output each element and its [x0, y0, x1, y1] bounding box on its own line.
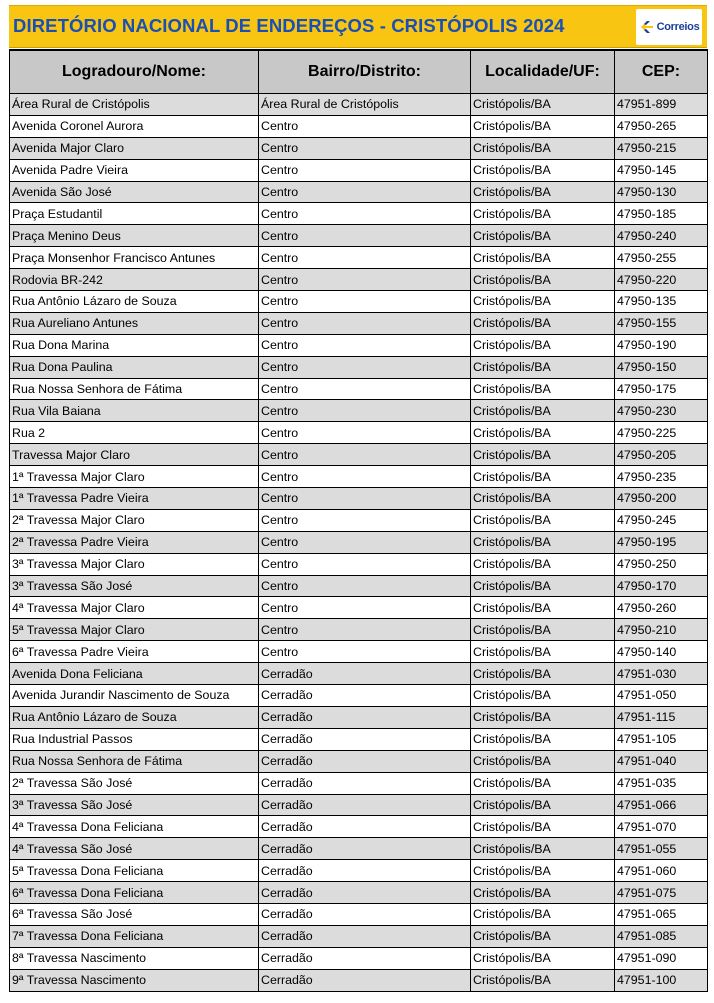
table-row [10, 706, 708, 728]
logradouro-cell: Travessa Major Claro [10, 444, 259, 466]
table-row [10, 553, 708, 575]
localidade-cell: Cristópolis/BA [471, 466, 615, 488]
logradouro-cell: Praça Monsenhor Francisco Antunes [10, 247, 259, 269]
logradouro-cell: Praça Estudantil [10, 203, 259, 225]
localidade-cell: Cristópolis/BA [471, 137, 615, 159]
localidade-cell: Cristópolis/BA [471, 181, 615, 203]
logradouro-cell: 1ª Travessa Padre Vieira [10, 488, 259, 510]
table-row [10, 115, 708, 137]
bairro-cell: Cerradão [259, 706, 471, 728]
column-header-localidade: Localidade/UF: [471, 50, 615, 94]
localidade-cell: Cristópolis/BA [471, 444, 615, 466]
table-row [10, 663, 708, 685]
bairro-cell: Centro [259, 466, 471, 488]
bairro-cell: Centro [259, 531, 471, 553]
bairro-cell: Centro [259, 378, 471, 400]
logradouro-cell: Rua Industrial Passos [10, 728, 259, 750]
bairro-cell: Centro [259, 115, 471, 137]
localidade-cell: Cristópolis/BA [471, 378, 615, 400]
cep-cell: 47950-235 [615, 466, 708, 488]
cep-cell: 47950-190 [615, 334, 708, 356]
logradouro-cell: 9ª Travessa Nascimento [10, 969, 259, 991]
bairro-cell: Centro [259, 553, 471, 575]
cep-cell: 47950-135 [615, 291, 708, 313]
localidade-cell: Cristópolis/BA [471, 685, 615, 707]
cep-cell: 47950-145 [615, 159, 708, 181]
localidade-cell: Cristópolis/BA [471, 115, 615, 137]
localidade-cell: Cristópolis/BA [471, 225, 615, 247]
bairro-cell: Centro [259, 444, 471, 466]
logradouro-cell: 2ª Travessa Major Claro [10, 509, 259, 531]
table-header-row [10, 50, 708, 94]
cep-cell: 47951-030 [615, 663, 708, 685]
cep-cell: 47951-050 [615, 685, 708, 707]
cep-cell: 47950-210 [615, 619, 708, 641]
bairro-cell: Centro [259, 137, 471, 159]
localidade-cell: Cristópolis/BA [471, 860, 615, 882]
logradouro-cell: Rua Nossa Senhora de Fátima [10, 378, 259, 400]
cep-cell: 47951-899 [615, 94, 708, 116]
bairro-cell: Centro [259, 619, 471, 641]
cep-cell: 47950-245 [615, 509, 708, 531]
table-row [10, 94, 708, 116]
table-row [10, 378, 708, 400]
column-header-logradouro: Logradouro/Nome: [10, 50, 259, 94]
table-row [10, 575, 708, 597]
cep-cell: 47951-070 [615, 816, 708, 838]
cep-cell: 47950-150 [615, 356, 708, 378]
bairro-cell: Cerradão [259, 860, 471, 882]
bairro-cell: Centro [259, 159, 471, 181]
table-row [10, 181, 708, 203]
cep-cell: 47950-265 [615, 115, 708, 137]
logradouro-cell: Rodovia BR-242 [10, 269, 259, 291]
cep-cell: 47950-255 [615, 247, 708, 269]
bairro-cell: Área Rural de Cristópolis [259, 94, 471, 116]
localidade-cell: Cristópolis/BA [471, 203, 615, 225]
logradouro-cell: 6ª Travessa São José [10, 903, 259, 925]
table-row [10, 225, 708, 247]
localidade-cell: Cristópolis/BA [471, 422, 615, 444]
cep-cell: 47951-075 [615, 882, 708, 904]
bairro-cell: Cerradão [259, 925, 471, 947]
logradouro-cell: 3ª Travessa Major Claro [10, 553, 259, 575]
logradouro-cell: 4ª Travessa São José [10, 838, 259, 860]
table-row [10, 312, 708, 334]
localidade-cell: Cristópolis/BA [471, 969, 615, 991]
table-row [10, 159, 708, 181]
table-row [10, 838, 708, 860]
logradouro-cell: 6ª Travessa Dona Feliciana [10, 882, 259, 904]
logradouro-cell: 5ª Travessa Dona Feliciana [10, 860, 259, 882]
cep-cell: 47951-055 [615, 838, 708, 860]
bairro-cell: Centro [259, 225, 471, 247]
cep-cell: 47950-185 [615, 203, 708, 225]
correios-logo [636, 9, 702, 45]
localidade-cell: Cristópolis/BA [471, 488, 615, 510]
cep-cell: 47950-260 [615, 597, 708, 619]
bairro-cell: Centro [259, 181, 471, 203]
table-row [10, 203, 708, 225]
cep-cell: 47951-065 [615, 903, 708, 925]
cep-cell: 47951-085 [615, 925, 708, 947]
bairro-cell: Cerradão [259, 728, 471, 750]
table-row [10, 816, 708, 838]
column-header-cep: CEP: [615, 50, 708, 94]
localidade-cell: Cristópolis/BA [471, 619, 615, 641]
logradouro-cell: Avenida São José [10, 181, 259, 203]
bairro-cell: Cerradão [259, 838, 471, 860]
cep-cell: 47951-100 [615, 969, 708, 991]
cep-cell: 47950-155 [615, 312, 708, 334]
logradouro-cell: Rua Antônio Lázaro de Souza [10, 291, 259, 313]
localidade-cell: Cristópolis/BA [471, 531, 615, 553]
header-banner [9, 5, 707, 48]
localidade-cell: Cristópolis/BA [471, 838, 615, 860]
localidade-cell: Cristópolis/BA [471, 269, 615, 291]
table-row [10, 619, 708, 641]
bairro-cell: Cerradão [259, 882, 471, 904]
bairro-cell: Centro [259, 356, 471, 378]
table-row [10, 269, 708, 291]
localidade-cell: Cristópolis/BA [471, 794, 615, 816]
cep-cell: 47951-040 [615, 750, 708, 772]
cep-cell: 47950-140 [615, 641, 708, 663]
localidade-cell: Cristópolis/BA [471, 663, 615, 685]
logradouro-cell: 6ª Travessa Padre Vieira [10, 641, 259, 663]
bairro-cell: Cerradão [259, 772, 471, 794]
bairro-cell: Cerradão [259, 903, 471, 925]
logradouro-cell: Rua Nossa Senhora de Fátima [10, 750, 259, 772]
address-table [9, 49, 708, 992]
localidade-cell: Cristópolis/BA [471, 728, 615, 750]
logradouro-cell: Rua Antônio Lázaro de Souza [10, 706, 259, 728]
logradouro-cell: 4ª Travessa Major Claro [10, 597, 259, 619]
cep-cell: 47950-240 [615, 225, 708, 247]
localidade-cell: Cristópolis/BA [471, 94, 615, 116]
table-row [10, 641, 708, 663]
logradouro-cell: Rua Dona Marina [10, 334, 259, 356]
localidade-cell: Cristópolis/BA [471, 159, 615, 181]
cep-cell: 47950-220 [615, 269, 708, 291]
localidade-cell: Cristópolis/BA [471, 706, 615, 728]
logradouro-cell: Avenida Jurandir Nascimento de Souza [10, 685, 259, 707]
bairro-cell: Centro [259, 400, 471, 422]
bairro-cell: Cerradão [259, 794, 471, 816]
localidade-cell: Cristópolis/BA [471, 772, 615, 794]
bairro-cell: Centro [259, 509, 471, 531]
cep-cell: 47951-115 [615, 706, 708, 728]
table-row [10, 444, 708, 466]
table-row [10, 531, 708, 553]
logradouro-cell: 3ª Travessa São José [10, 794, 259, 816]
logradouro-cell: Avenida Dona Feliciana [10, 663, 259, 685]
cep-cell: 47950-130 [615, 181, 708, 203]
table-row [10, 291, 708, 313]
bairro-cell: Centro [259, 269, 471, 291]
table-row [10, 334, 708, 356]
cep-cell: 47950-195 [615, 531, 708, 553]
logradouro-cell: 2ª Travessa São José [10, 772, 259, 794]
cep-cell: 47950-170 [615, 575, 708, 597]
table-row [10, 728, 708, 750]
logradouro-cell: Rua 2 [10, 422, 259, 444]
cep-cell: 47951-060 [615, 860, 708, 882]
bairro-cell: Cerradão [259, 750, 471, 772]
table-row [10, 137, 708, 159]
bairro-cell: Cerradão [259, 816, 471, 838]
bairro-cell: Cerradão [259, 969, 471, 991]
table-row [10, 969, 708, 991]
logradouro-cell: Rua Dona Paulina [10, 356, 259, 378]
localidade-cell: Cristópolis/BA [471, 509, 615, 531]
logradouro-cell: Área Rural de Cristópolis [10, 94, 259, 116]
bairro-cell: Centro [259, 575, 471, 597]
localidade-cell: Cristópolis/BA [471, 291, 615, 313]
bairro-cell: Centro [259, 203, 471, 225]
logradouro-cell: Avenida Coronel Aurora [10, 115, 259, 137]
logradouro-cell: Praça Menino Deus [10, 225, 259, 247]
bairro-cell: Cerradão [259, 947, 471, 969]
table-row [10, 794, 708, 816]
localidade-cell: Cristópolis/BA [471, 400, 615, 422]
localidade-cell: Cristópolis/BA [471, 816, 615, 838]
bairro-cell: Centro [259, 597, 471, 619]
cep-cell: 47950-200 [615, 488, 708, 510]
bairro-cell: Cerradão [259, 663, 471, 685]
localidade-cell: Cristópolis/BA [471, 575, 615, 597]
localidade-cell: Cristópolis/BA [471, 597, 615, 619]
table-row [10, 860, 708, 882]
localidade-cell: Cristópolis/BA [471, 882, 615, 904]
cep-cell: 47950-215 [615, 137, 708, 159]
page-title: DIRETÓRIO NACIONAL DE ENDEREÇOS - CRISTÓPOLIS 2024 [13, 15, 565, 36]
cep-cell: 47950-250 [615, 553, 708, 575]
bairro-cell: Centro [259, 291, 471, 313]
logradouro-cell: Rua Vila Baiana [10, 400, 259, 422]
table-row [10, 772, 708, 794]
bairro-cell: Centro [259, 334, 471, 356]
cep-cell: 47950-205 [615, 444, 708, 466]
localidade-cell: Cristópolis/BA [471, 641, 615, 663]
logradouro-cell: 7ª Travessa Dona Feliciana [10, 925, 259, 947]
cep-cell: 47951-090 [615, 947, 708, 969]
table-row [10, 466, 708, 488]
logradouro-cell: 4ª Travessa Dona Feliciana [10, 816, 259, 838]
table-row [10, 685, 708, 707]
table-row [10, 356, 708, 378]
logradouro-cell: 3ª Travessa São José [10, 575, 259, 597]
table-row [10, 947, 708, 969]
table-row [10, 488, 708, 510]
logradouro-cell: Avenida Major Claro [10, 137, 259, 159]
cep-cell: 47951-035 [615, 772, 708, 794]
bairro-cell: Centro [259, 422, 471, 444]
localidade-cell: Cristópolis/BA [471, 312, 615, 334]
localidade-cell: Cristópolis/BA [471, 356, 615, 378]
table-row [10, 597, 708, 619]
localidade-cell: Cristópolis/BA [471, 925, 615, 947]
logradouro-cell: Avenida Padre Vieira [10, 159, 259, 181]
logradouro-cell: 2ª Travessa Padre Vieira [10, 531, 259, 553]
bairro-cell: Centro [259, 488, 471, 510]
localidade-cell: Cristópolis/BA [471, 553, 615, 575]
cep-cell: 47950-175 [615, 378, 708, 400]
cep-cell: 47951-105 [615, 728, 708, 750]
logradouro-cell: Rua Aureliano Antunes [10, 312, 259, 334]
table-row [10, 400, 708, 422]
bairro-cell: Centro [259, 312, 471, 334]
logradouro-cell: 8ª Travessa Nascimento [10, 947, 259, 969]
table-row [10, 750, 708, 772]
table-row [10, 422, 708, 444]
table-row [10, 882, 708, 904]
bairro-cell: Cerradão [259, 685, 471, 707]
logradouro-cell: 5ª Travessa Major Claro [10, 619, 259, 641]
bairro-cell: Centro [259, 247, 471, 269]
cep-cell: 47951-066 [615, 794, 708, 816]
logo-text: Correios [656, 21, 700, 33]
table-row [10, 925, 708, 947]
table-row [10, 247, 708, 269]
localidade-cell: Cristópolis/BA [471, 247, 615, 269]
table-row [10, 509, 708, 531]
bairro-cell: Centro [259, 641, 471, 663]
correios-logo-icon [639, 20, 655, 34]
cep-cell: 47950-230 [615, 400, 708, 422]
localidade-cell: Cristópolis/BA [471, 903, 615, 925]
localidade-cell: Cristópolis/BA [471, 750, 615, 772]
localidade-cell: Cristópolis/BA [471, 334, 615, 356]
logradouro-cell: 1ª Travessa Major Claro [10, 466, 259, 488]
column-header-bairro: Bairro/Distrito: [259, 50, 471, 94]
localidade-cell: Cristópolis/BA [471, 947, 615, 969]
table-row [10, 903, 708, 925]
cep-cell: 47950-225 [615, 422, 708, 444]
